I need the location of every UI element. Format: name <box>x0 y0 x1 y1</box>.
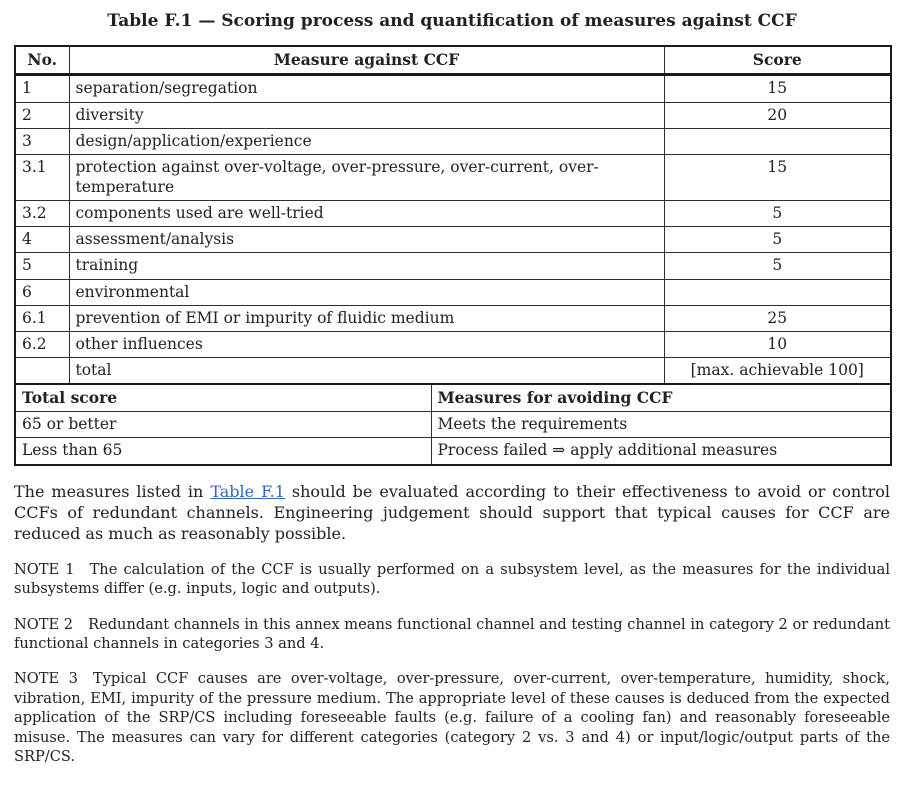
avoiding-measures-cell: Meets the requirements <box>431 412 891 438</box>
measure-cell: assessment/analysis <box>69 227 664 253</box>
scoring-row <box>15 279 891 305</box>
score-cell: 5 <box>664 201 891 227</box>
measure-cell: components used are well-tried <box>69 201 664 227</box>
column-header-measure: Measure against CCF <box>69 46 664 75</box>
note-2-label: NOTE 2 <box>14 615 74 633</box>
scoring-row <box>15 331 891 357</box>
row-number-cell: 6.1 <box>15 305 69 331</box>
scoring-row <box>15 75 891 102</box>
score-cell: [max. achievable 100] <box>664 357 891 384</box>
row-number-cell: 3.2 <box>15 201 69 227</box>
score-cell: 10 <box>664 331 891 357</box>
summary-row <box>15 438 891 465</box>
scoring-row <box>15 227 891 253</box>
note-3 <box>14 669 890 766</box>
note-1 <box>14 560 890 599</box>
summary-table <box>14 383 892 465</box>
scoring-row <box>15 253 891 279</box>
note-1-label: NOTE 1 <box>14 560 75 578</box>
summary-table-header-row <box>15 384 891 412</box>
note-3-text: Typical CCF causes are over-voltage, over-pressure, over-current, over-temperature, humidity, shock, vibration, EMI, impurity of the pressure medium. The appropriate level of these causes is deduced from the expected application of the SRP/CS including foreseeable faults (e.g. failure of a cooling fan) and reasonably foreseeable misuse. The measures can vary for different categories (category 2 vs. 3 and 4) or input/logic/output parts of the SRP/CS. <box>14 670 891 766</box>
row-number-cell: 1 <box>15 75 69 102</box>
score-cell: 25 <box>664 305 891 331</box>
measure-cell: design/application/experience <box>69 128 664 154</box>
summary-row <box>15 412 891 438</box>
column-header-measures-avoiding: Measures for avoiding CCF <box>431 384 891 412</box>
measure-cell: environmental <box>69 279 664 305</box>
table-f1-link[interactable]: Table F.1 <box>210 481 285 501</box>
row-number-cell: 4 <box>15 227 69 253</box>
total-score-cell: 65 or better <box>15 412 431 438</box>
measure-cell: prevention of EMI or impurity of fluidic medium <box>69 305 664 331</box>
score-cell: 15 <box>664 154 891 200</box>
avoiding-measures-cell: Process failed ⇒ apply additional measures <box>431 438 891 465</box>
scoring-row <box>15 201 891 227</box>
scoring-table-header-row <box>15 46 891 75</box>
measure-cell: other influences <box>69 331 664 357</box>
table-caption: Table F.1 — Scoring process and quantification of measures against CCF <box>107 11 797 31</box>
scoring-table <box>14 45 892 385</box>
score-cell <box>664 279 891 305</box>
intro-text-after-link: should be evaluated according to their effectiveness to avoid or control CCFs of redundant channels. Engineering judgement should support that typical causes for CCF are reduced as much as reasonably possible. <box>14 481 890 543</box>
measure-cell: total <box>69 357 664 384</box>
note-3-label: NOTE 3 <box>14 670 78 688</box>
intro-text-before-link: The measures listed in <box>14 481 211 501</box>
note-2-text: Redundant channels in this annex means functional channel and testing channel in category 2 or redundant functional channels in categories 3 and 4. <box>14 615 890 653</box>
total-score-cell: Less than 65 <box>15 438 431 465</box>
measure-cell: separation/segregation <box>69 75 664 102</box>
intro-paragraph <box>14 481 890 544</box>
scoring-row <box>15 128 891 154</box>
measure-cell: training <box>69 253 664 279</box>
row-number-cell: 2 <box>15 102 69 128</box>
note-2 <box>14 615 890 654</box>
scoring-row <box>15 357 891 384</box>
scoring-row <box>15 154 891 200</box>
score-cell: 15 <box>664 75 891 102</box>
score-cell: 5 <box>664 227 891 253</box>
score-cell: 5 <box>664 253 891 279</box>
score-cell <box>664 128 891 154</box>
column-header-score: Score <box>664 46 891 75</box>
scoring-table-body <box>15 75 891 384</box>
scoring-row <box>15 305 891 331</box>
scoring-row <box>15 102 891 128</box>
row-number-cell: 6.2 <box>15 331 69 357</box>
summary-table-body <box>15 412 891 465</box>
score-cell: 20 <box>664 102 891 128</box>
measure-cell: diversity <box>69 102 664 128</box>
row-number-cell <box>15 357 69 384</box>
row-number-cell: 3 <box>15 128 69 154</box>
row-number-cell: 3.1 <box>15 154 69 200</box>
note-1-text: The calculation of the CCF is usually performed on a subsystem level, as the measures for the individual subsystems differ (e.g. inputs, logic and outputs). <box>14 560 891 598</box>
row-number-cell: 6 <box>15 279 69 305</box>
column-header-total-score: Total score <box>15 384 431 412</box>
row-number-cell: 5 <box>15 253 69 279</box>
measure-cell: protection against over-voltage, over-pressure, over-current, over-temperature <box>69 154 664 200</box>
column-header-no: No. <box>15 46 69 75</box>
